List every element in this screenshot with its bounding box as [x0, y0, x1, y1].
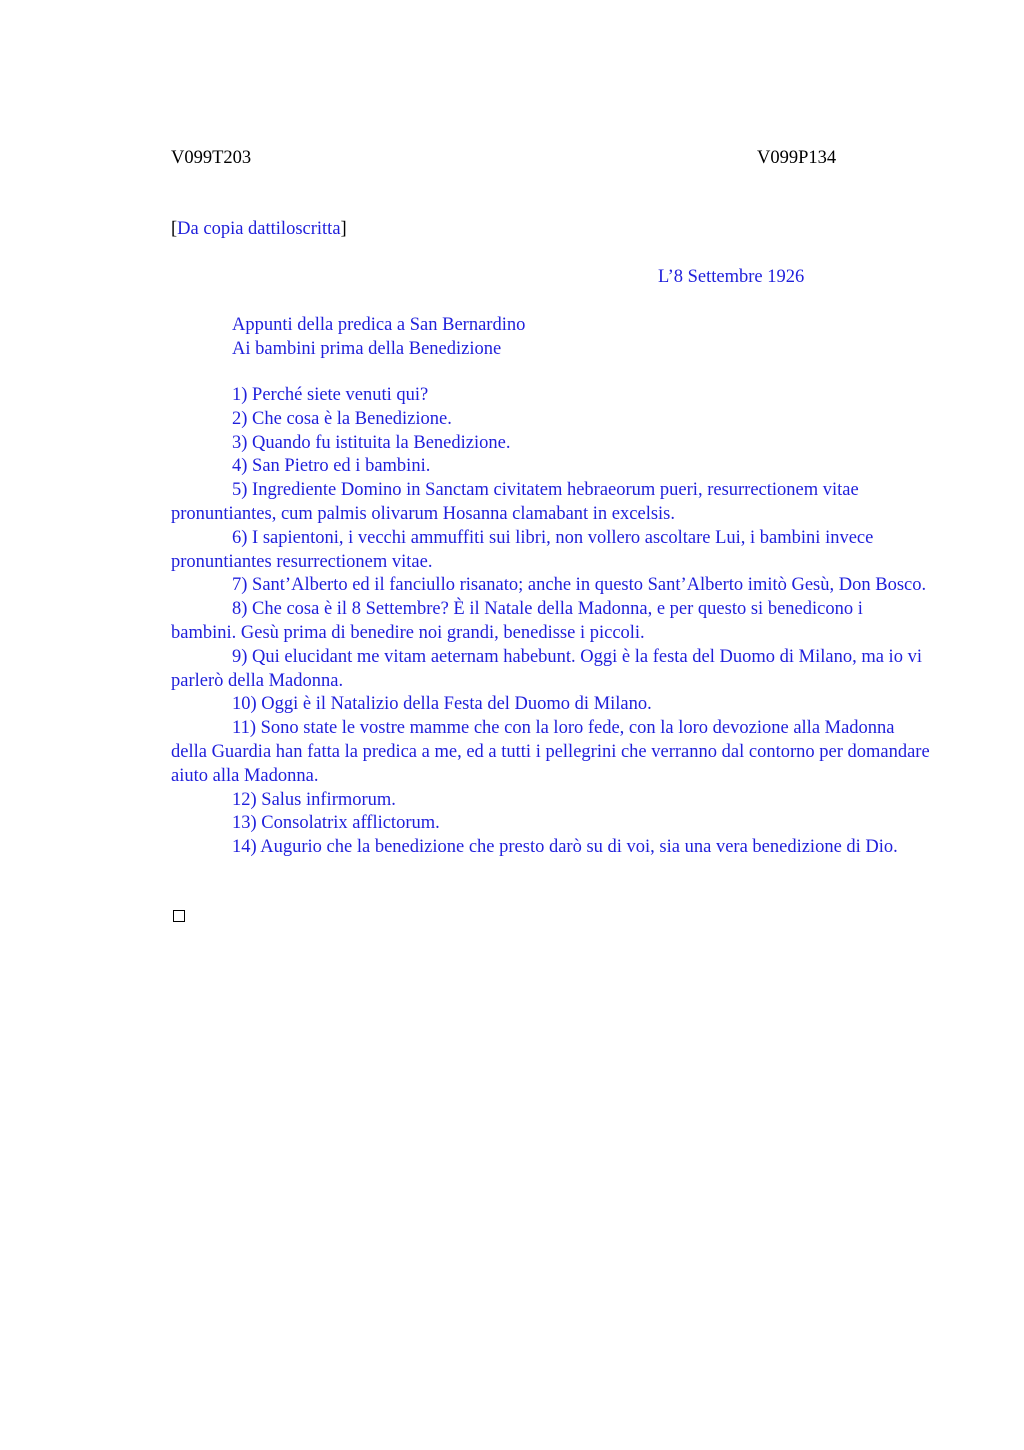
source-note: [171, 218, 347, 240]
source-note-close-bracket: ]: [340, 219, 347, 239]
sermon-point: 3) Quando fu istituita la Benedizione.: [232, 432, 511, 453]
sermon-point: 13) Consolatrix afflictorum.: [232, 813, 440, 834]
document-title: [232, 313, 525, 361]
document-date: L’8 Settembre 1926: [658, 267, 805, 287]
sermon-point: 14) Augurio che la benedizione che presto darò su di voi, sia una vera benedizione di Dio.: [232, 837, 898, 858]
sermon-point: 10) Oggi è il Natalizio della Festa del Duomo di Milano.: [232, 694, 652, 715]
sermon-point: 12) Salus infirmorum.: [232, 789, 396, 810]
document-code-right: V099P134: [757, 148, 837, 168]
sermon-point: 9) Qui elucidant me vitam aeternam habebunt. Oggi è la festa del Duomo di Milano, ma io vi parlerò della Madonna.: [171, 646, 922, 691]
title-line-2: Ai bambini prima della Benedizione: [232, 339, 502, 359]
sermon-point: 8) Che cosa è il 8 Settembre? È il Natale della Madonna, e per questo si benedicono i bambini. Gesù prima di benedire noi grandi, benedisse i piccoli.: [171, 599, 863, 643]
sermon-point: 1) Perché siete venuti qui?: [232, 385, 429, 405]
sermon-point: 11) Sono state le vostre mamme che con la loro fede, con la loro devozione alla Madonna della Guardia han fatta la predica a me, ed a tutti i pellegrini che verranno dal contorno per domandare aiuto alla Madonna.: [171, 718, 930, 786]
sermon-point: 2) Che cosa è la Benedizione.: [232, 408, 452, 429]
sermon-point: 7) Sant’Alberto ed il fanciullo risanato; anche in questo Sant’Alberto imitò Gesù, Don Bosco.: [232, 575, 927, 596]
source-note-text: Da copia dattiloscritta: [177, 219, 341, 239]
sermon-point: 5) Ingrediente Domino in Sanctam civitatem hebraeorum pueri, resurrectionem vitae pronuntiantes, cum palmis olivarum Hosanna clamabant in excelsis.: [171, 480, 859, 524]
source-note-open-bracket: [: [171, 219, 178, 239]
sermon-point: 6) I sapientoni, i vecchi ammuffiti sui libri, non vollero ascoltare Lui, i bambini invece pronuntiantes resurrectionem vitae.: [171, 527, 874, 572]
sermon-point: 4) San Pietro ed i bambini.: [232, 456, 431, 477]
document-code-left: V099T203: [171, 148, 252, 168]
sermon-points-list: [171, 384, 931, 860]
title-line-1: Appunti della predica a San Bernardino: [232, 315, 526, 335]
square-outline-icon: [173, 910, 185, 922]
